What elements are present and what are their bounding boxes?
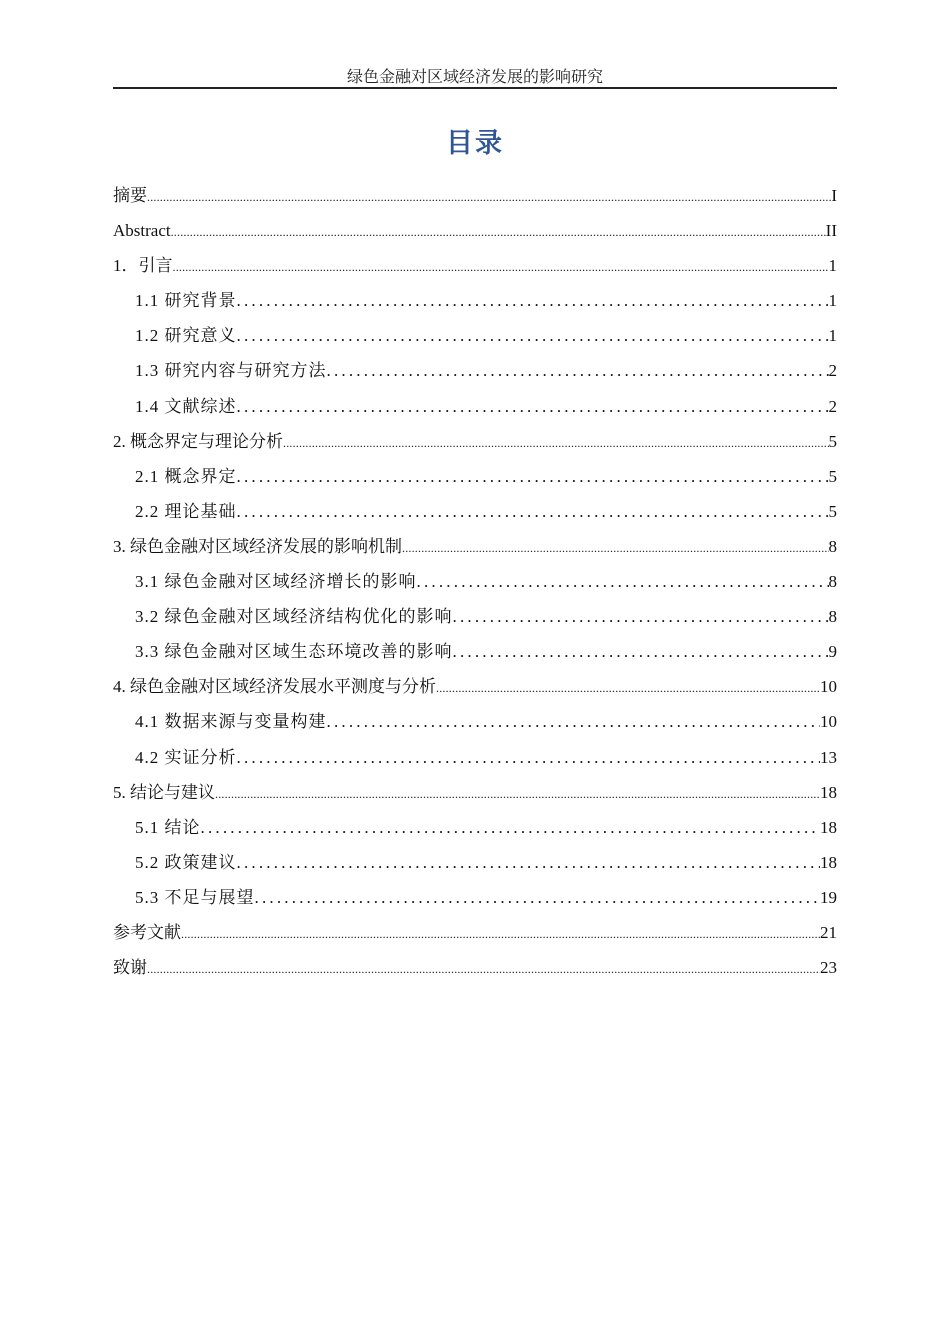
toc-entry-page: 1 [828,291,837,311]
toc-entry-page: 10 [820,677,837,697]
running-header: 绿色金融对区域经济发展的影响研究 [346,69,603,86]
toc-entry[interactable] [113,845,837,880]
toc-entry[interactable] [113,740,837,775]
dot-leader [436,671,820,706]
toc-entry-label: 致谢 [113,958,147,978]
dot-leader [147,952,820,987]
dot-leader [237,494,829,529]
toc-entry-label: 参考文献 [113,922,181,942]
toc-entry-label: 5.2 政策建议 [135,852,237,872]
toc-entry[interactable] [113,424,837,459]
toc-entry-label: Abstract [113,221,171,241]
dot-leader [453,634,829,669]
toc-entry-page: 18 [820,782,837,802]
toc-entry-page: 1 [828,326,837,346]
toc-entry-label: 3.3 绿色金融对区域生态环境改善的影响 [135,642,453,662]
header-rule [113,87,837,89]
toc-entry-label: 1．引言 [113,256,173,276]
toc-entry[interactable] [113,704,837,739]
toc-entry-page: 8 [828,536,837,556]
dot-leader [283,426,829,461]
toc-title: 目录 [446,128,504,159]
toc-entry[interactable] [113,599,837,634]
toc-entry-page: 5 [828,466,837,486]
table-of-contents [113,178,837,985]
dot-leader [215,777,820,812]
toc-entry-page: 5 [828,501,837,521]
toc-entry[interactable] [113,248,837,283]
toc-entry-page: 23 [820,958,837,978]
dot-leader [237,318,829,353]
dot-leader [173,250,829,285]
toc-entry[interactable] [113,669,837,704]
toc-entry-label: 摘要 [113,186,147,205]
toc-entry-page: II [825,221,837,241]
toc-entry-page: 18 [820,817,837,837]
dot-leader [327,704,821,739]
dot-leader [237,283,829,318]
dot-leader [201,810,821,845]
toc-entry-page: 18 [820,852,837,872]
toc-entry[interactable] [113,389,837,424]
toc-entry[interactable] [113,529,837,564]
toc-entry-label: 3. 绿色金融对区域经济发展的影响机制 [113,536,402,556]
toc-entry-label: 4. 绿色金融对区域经济发展水平测度与分析 [113,677,436,697]
dot-leader [417,564,829,599]
toc-entry-page: I [831,186,837,205]
dot-leader [181,917,820,952]
toc-entry[interactable] [113,950,837,985]
toc-entry-label: 5.1 结论 [135,817,201,837]
dot-leader [147,180,831,215]
toc-entry-label: 2. 概念界定与理论分析 [113,431,283,451]
toc-entry[interactable] [113,810,837,845]
toc-entry-label: 5. 结论与建议 [113,782,215,802]
toc-entry-label: 3.2 绿色金融对区域经济结构优化的影响 [135,607,453,627]
toc-entry-label: 1.1 研究背景 [135,291,237,311]
dot-leader [237,459,829,494]
dot-leader [327,353,829,388]
toc-entry[interactable] [113,775,837,810]
toc-entry-page: 2 [828,361,837,381]
dot-leader [255,880,821,915]
toc-entry[interactable] [113,213,837,248]
toc-entry-page: 8 [828,572,837,592]
dot-leader [237,389,829,424]
toc-entry-page: 10 [820,712,837,732]
toc-entry-label: 2.2 理论基础 [135,501,237,521]
toc-entry-page: 21 [820,922,837,942]
toc-entry-label: 1.2 研究意义 [135,326,237,346]
toc-entry-label: 1.3 研究内容与研究方法 [135,361,327,381]
dot-leader [237,740,821,775]
toc-entry[interactable] [113,178,837,213]
toc-entry[interactable] [113,459,837,494]
toc-entry-page: 9 [828,642,837,662]
toc-entry-page: 19 [820,887,837,907]
dot-leader [171,215,826,250]
toc-entry-label: 5.3 不足与展望 [135,887,255,907]
dot-leader [402,531,829,566]
toc-entry[interactable] [113,494,837,529]
toc-entry-label: 4.1 数据来源与变量构建 [135,712,327,732]
toc-entry[interactable] [113,564,837,599]
toc-entry[interactable] [113,353,837,388]
toc-entry-page: 1 [828,256,837,276]
toc-entry-label: 4.2 实证分析 [135,747,237,767]
toc-entry-page: 5 [828,431,837,451]
toc-entry-label: 1.4 文献综述 [135,396,237,416]
toc-entry-page: 8 [828,607,837,627]
toc-entry[interactable] [113,283,837,318]
toc-entry[interactable] [113,318,837,353]
toc-entry[interactable] [113,880,837,915]
toc-entry[interactable] [113,634,837,669]
toc-entry[interactable] [113,915,837,950]
dot-leader [453,599,829,634]
dot-leader [237,845,821,880]
toc-entry-label: 3.1 绿色金融对区域经济增长的影响 [135,572,417,592]
toc-entry-page: 13 [820,747,837,767]
toc-entry-page: 2 [828,396,837,416]
toc-entry-label: 2.1 概念界定 [135,466,237,486]
